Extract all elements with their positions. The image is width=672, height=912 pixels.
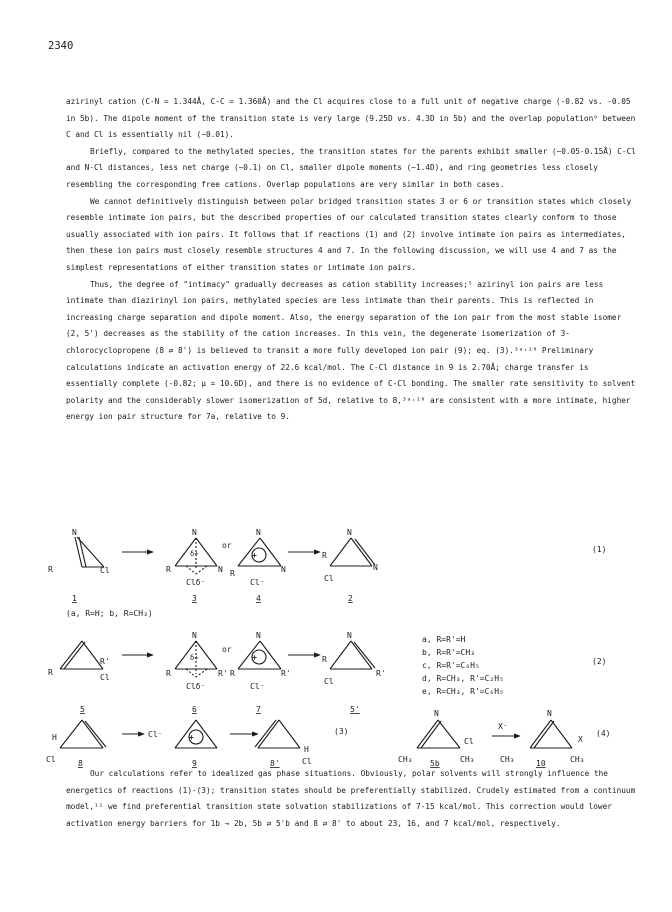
label-5-prime: 5': [350, 705, 360, 714]
molecule-1: [75, 537, 104, 567]
eq4-number: (4): [596, 729, 611, 738]
paragraph-5: Our calculations refer to idealized gas phase situations. Obviously, polar solvents will strongly influence the energetics of reactions (1)-(3); transition states should be preferentially stabilized. Crudely estimated from a continuum model,¹¹ we find preferential transition state solvation stabilizations of 7-15 kcal/mol. This correction would lower activation energy barriers for 1b → 2b, 5b ⇄ 5'b and 8 ⇄ 8' to about 23, 16, and 7 kcal/mol, respectively.: [66, 769, 636, 828]
eq2-atom-r-6: R: [166, 669, 171, 678]
eq4-atom-n: N: [434, 709, 439, 718]
eq2-atom-r1: R': [100, 657, 110, 666]
eq1-atom-n: N: [72, 528, 77, 537]
paragraph-3: We cannot definitively distinguish between polar bridged transition states 3 or 6 or transition states which closely resemble intimate ion pairs, but the described properties of our calculated transition states clearly conform to those usually associated with ion pairs. It follows that if reactions (1) and (2) involve intimate ion pairs as intermediates, then these ion pairs must closely resemble structures 4 and 7. In the following discussion, we will use 4 and 7 as the simplest representations of either transition states or intimate ion pairs.: [66, 196, 632, 272]
eq2-atom-n-7: N: [256, 631, 261, 640]
molecule-9: [175, 720, 217, 748]
label-2: 2: [348, 594, 353, 603]
eq2-cl-minus: Cl⁻: [250, 682, 265, 691]
eq2-number: (2): [592, 657, 607, 666]
label-8: 8: [78, 759, 83, 768]
eq2-atom-n-6: N: [192, 631, 197, 640]
molecule-2: [330, 538, 375, 566]
molecule-5: [60, 641, 103, 669]
eq1-atom-n-3: N: [192, 528, 197, 537]
eq1-atom-n2-3: N: [218, 565, 223, 574]
molecule-8-prime: [255, 720, 300, 748]
eq1-atom-r-3: R: [166, 565, 171, 574]
label-4: 4: [256, 594, 261, 603]
eq1-atom-n-2: N: [347, 528, 352, 537]
eq2-atom-r-7: R: [230, 669, 235, 678]
molecule-5b: [417, 720, 460, 748]
eq1-plus-sign: +: [252, 551, 257, 560]
eq2-plus-sign: +: [252, 653, 257, 662]
paragraph-4: Thus, the degree of "intimacy" gradually decreases as cation stability increases;⁵ azirinyl ion pairs are less intimate than diazirinyl ion pairs, methylated species are less intimate than their parents. This is reflected in increasing charge separation and dipole moment. Also, the energy separation of the ion pair from the most stable isomer (2, 5') decreases as the stability of the cation increases. In this vein, the degenerate isomerization of 3-chlorocyclopropene (8 ⇄ 8') is believed to transit a more fully developed ion pair (9); eq. (3).³ᵃ˒¹⁰ Preliminary calculations indicate an activation energy of 22.6 kcal/mol. The C-Cl distance in 9 is 2.70Å; charge transfer is essentially complete (-0.82; μ = 10.6D), and there is no evidence of C-Cl bonding. The smaller rate sensitivity to solvent polarity and the considerably slower isomerization of 5d, relative to 8,³ᵃ˒¹⁰ are consistent with a more intimate, higher energy ion pair structure for 7a, relative to 9.: [66, 279, 636, 422]
eq1-atom-n-4: N: [256, 528, 261, 537]
eq2-subs-c: c, R=R'=C₆H₅: [422, 661, 480, 670]
eq4-ch3-right: CH₃: [460, 755, 475, 764]
eq2-delta-plus: δ+: [190, 654, 199, 662]
eq1-atom-r-2: R: [322, 551, 327, 560]
eq2-atom-r: R: [48, 668, 53, 677]
eq4-atom-n-10: N: [547, 709, 552, 718]
eq2-atom-r1-6: R': [218, 669, 228, 678]
label-9: 9: [192, 759, 197, 768]
eq2-atom-r1-5p: R': [376, 669, 386, 678]
eq1-atom-n2-2: N: [373, 563, 378, 572]
eq2-subs-a: a, R=R'=H: [422, 635, 466, 644]
eq1-atom-cl: Cl: [100, 566, 110, 575]
label-6: 6: [192, 705, 197, 714]
eq2-atom-n-5p: N: [347, 631, 352, 640]
eq4-ch3-left-10: CH₃: [500, 755, 515, 764]
molecule-10: [530, 720, 572, 748]
eq4-atom-cl: Cl: [464, 737, 474, 746]
eq1-cl-minus: Cl⁻: [250, 578, 265, 587]
eq4-ch3-right-10: CH₃: [570, 755, 585, 764]
label-10: 10: [536, 759, 546, 768]
molecule-5-prime: [330, 641, 375, 669]
paragraph-2: Briefly, compared to the methylated species, the transition states for the parents exhibit smaller (~0.05-0.15Å) C-Cl and N-Cl distances, less net charge (~0.1) on Cl, smaller dipole moments (~1.4D), and ring geometries less closely resembling the corresponding free cations. Overlap populations are very similar in both cases.: [66, 146, 636, 189]
molecule-4: [238, 538, 281, 566]
label-1: 1: [72, 594, 77, 603]
page-number: 2340: [48, 40, 74, 52]
eq3-atom-h: H: [52, 733, 57, 742]
label-8-prime: 8': [270, 759, 280, 768]
body-text-lower: [66, 766, 636, 832]
eq2-atom-r-5p: R: [322, 655, 327, 664]
eq1-substituents: (a, R=H; b, R=CH₃): [66, 609, 153, 618]
eq2-subs-d: d, R=CH₃, R'=C₂H₅: [422, 674, 504, 683]
eq3-number: (3): [334, 727, 349, 736]
eq4-ch3-left: CH₃: [398, 755, 413, 764]
eq2-atom-cl: Cl: [100, 673, 110, 682]
eq1-cl-delta-minus: Clδ⁻: [186, 578, 206, 587]
label-7: 7: [256, 705, 261, 714]
eq1-or: or: [222, 541, 232, 550]
eq2-cl-delta-minus: Clδ⁻: [186, 682, 206, 691]
eq4-x-minus: X⁻: [498, 722, 508, 731]
label-5b: 5b: [430, 759, 440, 768]
molecule-7: [238, 641, 281, 669]
label-3: 3: [192, 594, 197, 603]
eq2-atom-cl-5p: Cl: [324, 677, 334, 686]
eq1-atom-r-4: R: [230, 569, 235, 578]
eq1-atom-n2-4: N: [281, 565, 286, 574]
eq3-atom-h-8p: H: [304, 745, 309, 754]
molecule-8: [60, 720, 106, 748]
eq2-atom-r1-7: R': [281, 669, 291, 678]
eq1-delta-plus: δ+: [190, 550, 199, 558]
eq3-plus-sign: +: [189, 733, 194, 742]
eq4-atom-x: X: [578, 735, 583, 744]
eq3-atom-cl-8p: Cl: [302, 757, 312, 766]
eq1-atom-r: R: [48, 565, 53, 574]
eq3-cl-minus: Cl⁻: [148, 730, 163, 739]
eq2-subs-e: e, R=CH₃, R'=C₆H₅: [422, 687, 504, 696]
paragraph-1: azirinyl cation (C-N = 1.344Å, C-C = 1.360Å) and the Cl acquires close to a full unit of negative charge (-0.82 vs. -0.05 in 5b). The dipole moment of the transition state is very large (9.25D vs. 4.3D in 5b) and the overlap population⁹ between C and Cl is essentially nil (~0.01).: [66, 97, 636, 140]
label-5: 5: [80, 705, 85, 714]
eq2-or: or: [222, 645, 232, 654]
eq1-number: (1): [592, 545, 607, 554]
eq2-subs-b: b, R=R'=CH₃: [422, 648, 475, 657]
eq1-atom-cl-2: Cl: [324, 574, 334, 583]
eq3-atom-cl: Cl: [46, 755, 56, 764]
